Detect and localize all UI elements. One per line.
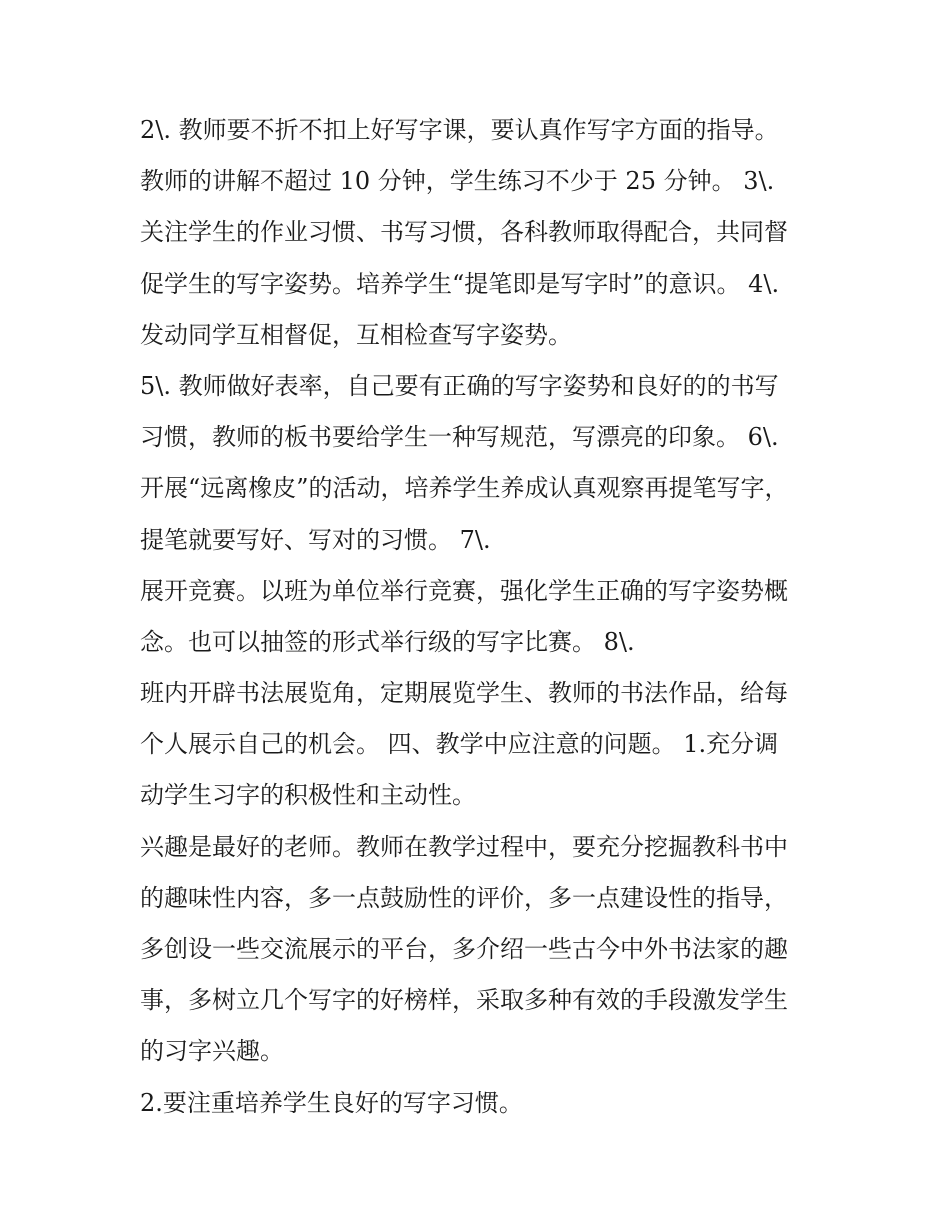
- text-line: 班内开辟书法展览角，定期展览学生、教师的书法作品，给每: [140, 679, 788, 708]
- text-line: 5\. 教师做好表率，自己要有正确的写字姿势和良好的的书写: [140, 371, 779, 400]
- text-line: 习惯，教师的板书要给学生一种写规范，写漂亮的印象。 6\.: [140, 423, 779, 452]
- text-line: 2\. 教师要不折不扣上好写字课，要认真作写字方面的指导。: [140, 116, 779, 144]
- text-line: 发动同学互相督促，互相检查写字姿势。: [140, 320, 572, 349]
- body-text: [140, 105, 830, 1129]
- text-line: 开展“远离橡皮”的活动，培养学生养成认真观察再提笔写字，: [140, 474, 789, 503]
- text-line: 2.要注重培养学生良好的写字习惯。: [140, 1088, 523, 1117]
- text-line: 念。也可以抽签的形式举行级的写字比赛。 8\.: [140, 627, 635, 656]
- text-line: 促学生的写字姿势。培养学生“提笔即是写字时”的意识。 4\.: [140, 269, 780, 298]
- text-line: 多创设一些交流展示的平台，多介绍一些古今中外书法家的趣: [140, 935, 788, 963]
- text-line: 的趣味性内容，多一点鼓励性的评价，多一点建设性的指导，: [140, 883, 788, 912]
- text-line: 的习字兴趣。: [140, 1037, 284, 1066]
- text-line: 提笔就要写好、写对的习惯。 7\.: [140, 525, 491, 554]
- text-line: 事，多树立几个写字的好榜样，采取多种有效的手段激发学生: [140, 986, 788, 1015]
- text-line: 关注学生的作业习惯、书写习惯，各科教师取得配合，共同督: [140, 218, 788, 247]
- text-line: 兴趣是最好的老师。教师在教学过程中，要充分挖掘教科书中: [140, 832, 788, 861]
- text-line: 动学生习字的积极性和主动性。: [140, 781, 476, 810]
- text-line: 展开竞赛。以班为单位举行竞赛，强化学生正确的写字姿势概: [140, 576, 788, 605]
- text-line: 个人展示自己的机会。 四、教学中应注意的问题。 1.充分调: [140, 730, 779, 759]
- text-line: 教师的讲解不超过 10 分钟，学生练习不少于 25 分钟。 3\.: [140, 167, 775, 196]
